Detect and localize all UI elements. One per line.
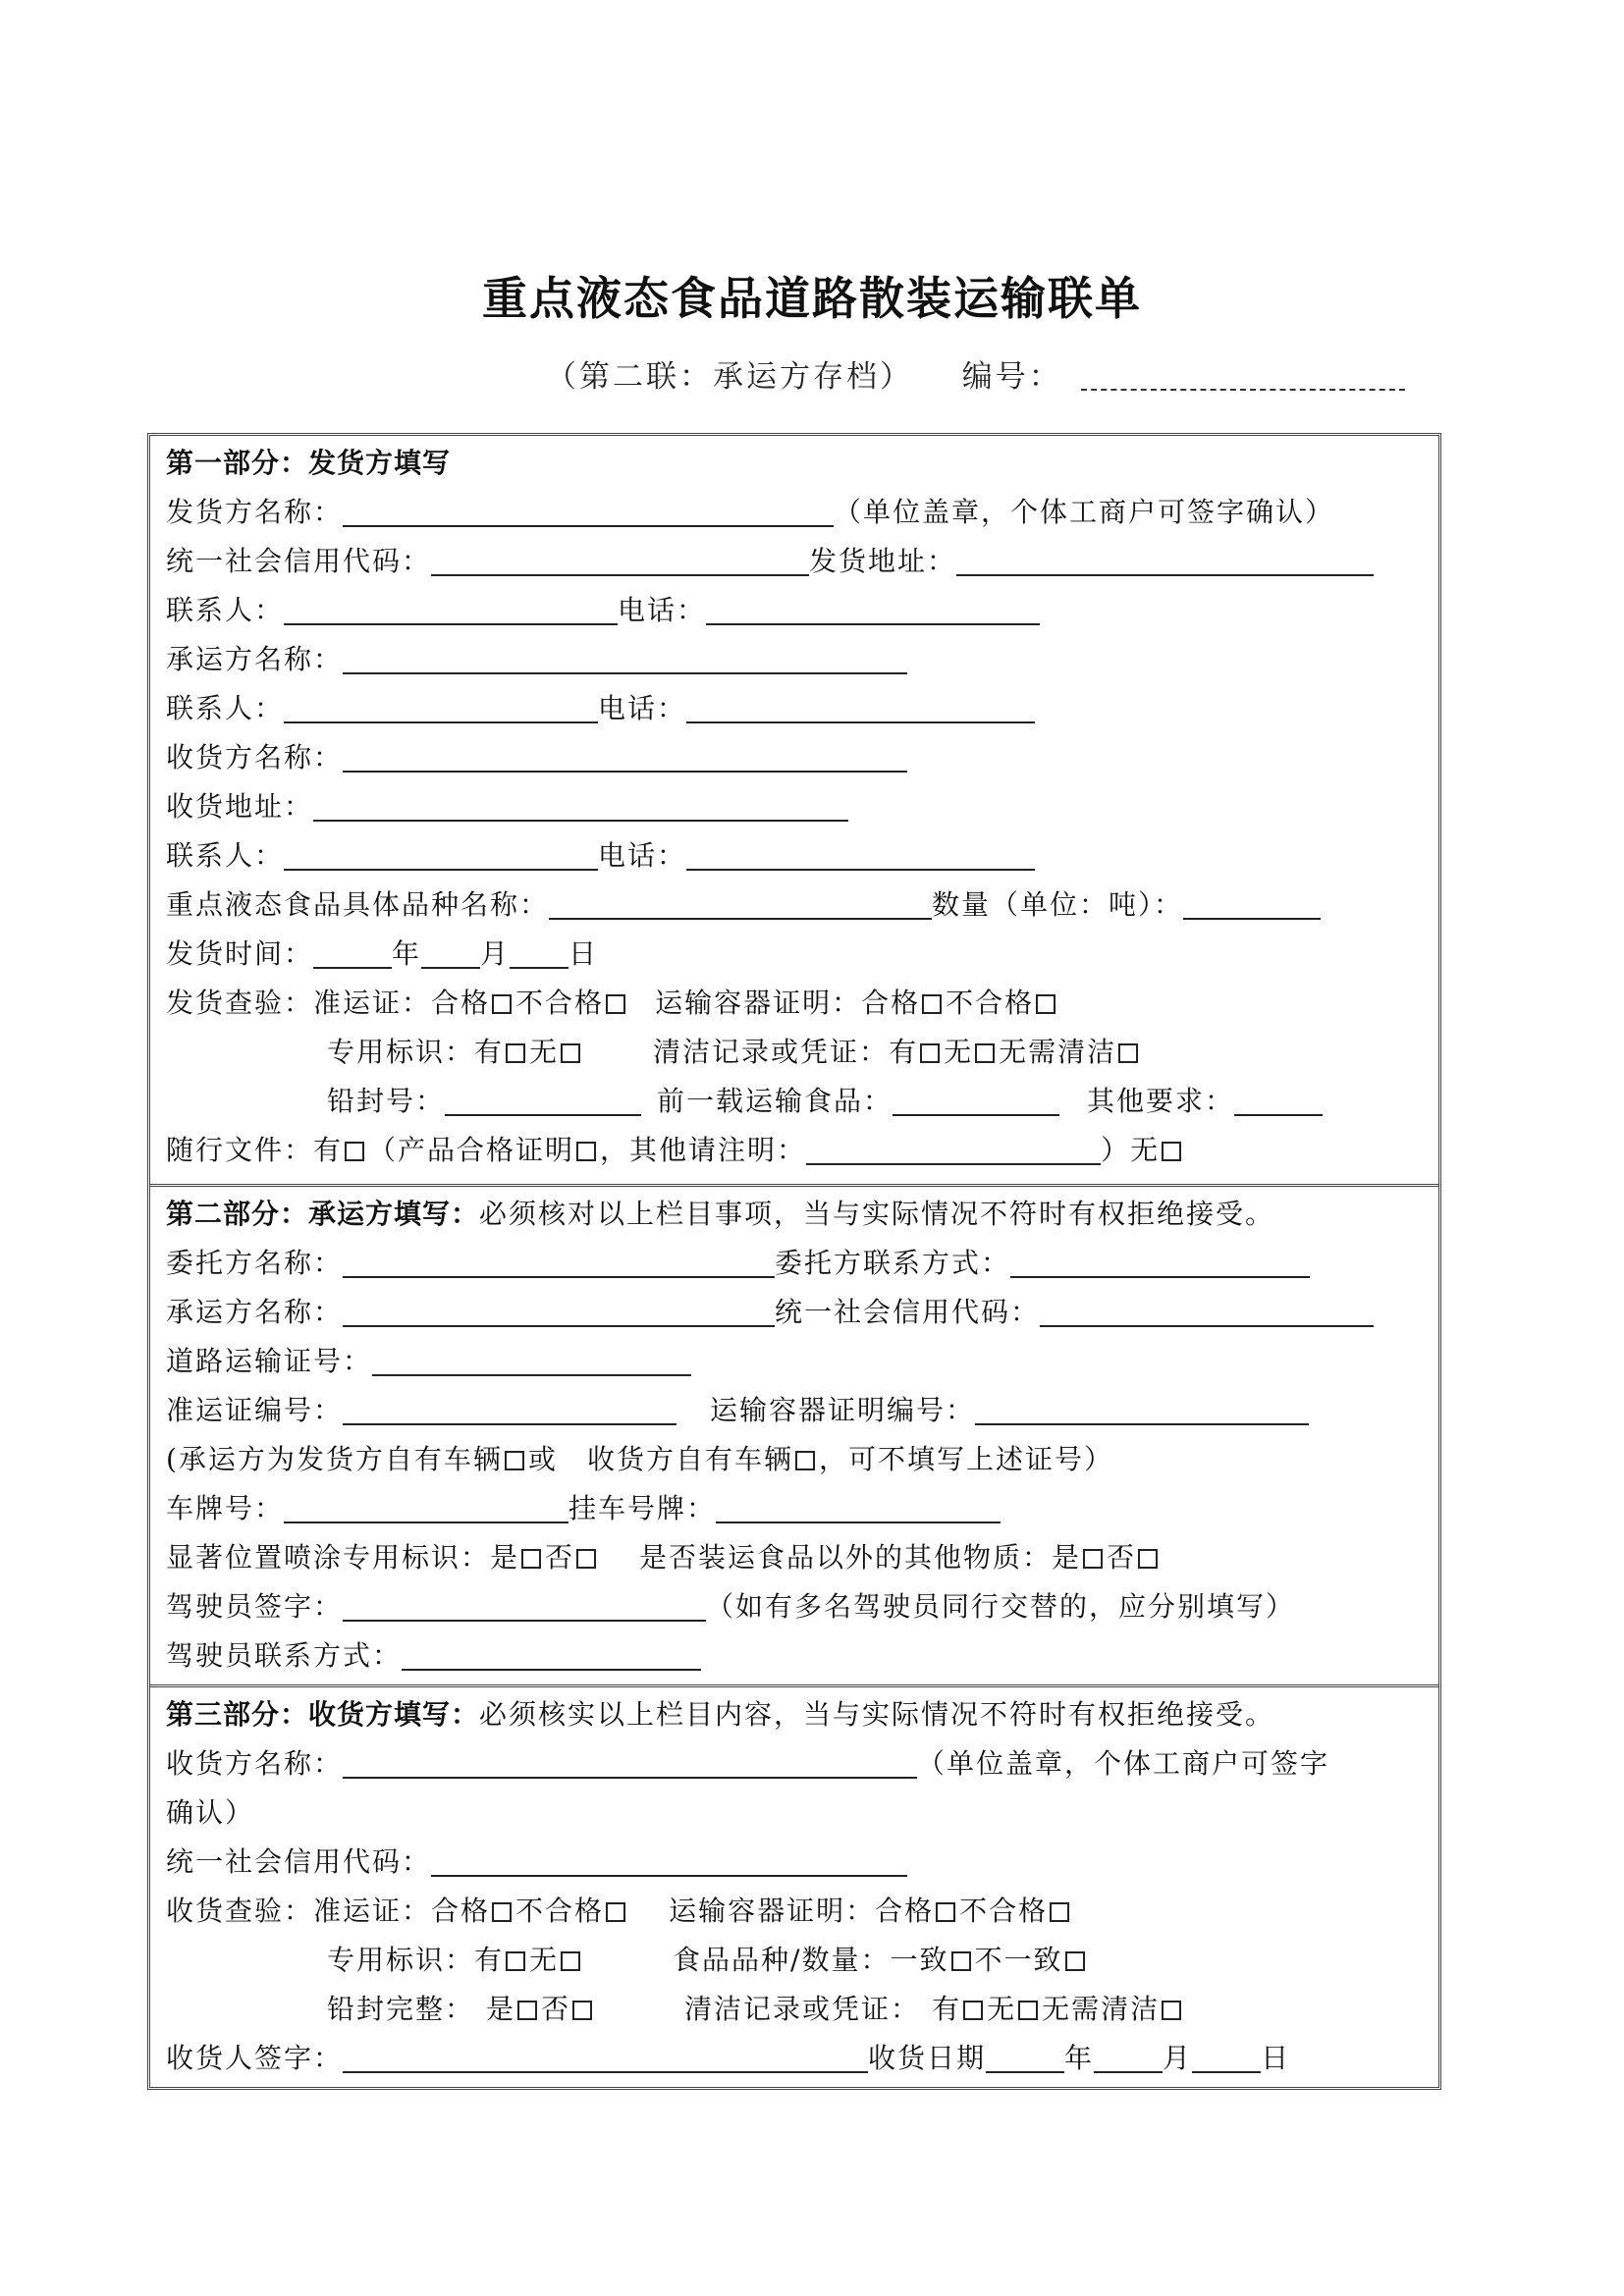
container-ok-checkbox[interactable] xyxy=(936,1902,955,1922)
label: 发货时间： xyxy=(166,937,314,970)
section-header xyxy=(166,1191,1429,1238)
permit-ok-checkbox[interactable] xyxy=(492,994,512,1014)
row-plate xyxy=(166,1485,1429,1532)
credit-code-field[interactable] xyxy=(431,541,809,576)
row-docs xyxy=(166,1127,1429,1174)
label: 驾驶员联系方式： xyxy=(166,1639,403,1672)
section-receiver xyxy=(150,1684,1438,2087)
shipping-form xyxy=(147,433,1441,2090)
form-title: 重点液态食品道路散装运输联单 xyxy=(482,272,1142,325)
label: 有 xyxy=(474,1944,505,1976)
row-shipper-name xyxy=(166,489,1429,536)
day-label: 日 xyxy=(568,937,599,970)
row-receiver-name xyxy=(166,1740,1429,1788)
seal-no-checkbox[interactable] xyxy=(572,2001,592,2020)
spray-no-checkbox[interactable] xyxy=(576,1549,596,1569)
label: 无 xyxy=(529,1036,560,1068)
label: 挂车号牌： xyxy=(568,1492,717,1524)
label: 承运方名称： xyxy=(166,643,344,675)
label: 无需清洁 xyxy=(999,1036,1117,1068)
label: 一致 xyxy=(890,1944,949,1976)
phone2-field[interactable] xyxy=(686,688,1035,723)
clean-no-checkbox[interactable] xyxy=(1018,2001,1038,2020)
receiver-sign-field[interactable] xyxy=(343,2038,868,2073)
header-note: 必须核实以上栏目内容，当与实际情况不符时有权拒绝接受。 xyxy=(479,1698,1275,1731)
road-permit-field[interactable] xyxy=(372,1341,691,1376)
row-seal xyxy=(327,1986,1429,2033)
docs-yes-checkbox[interactable] xyxy=(345,1142,364,1161)
container-ok-checkbox[interactable] xyxy=(922,994,942,1014)
label: 随行文件： xyxy=(166,1134,314,1166)
label: 不合格 xyxy=(959,1895,1049,1927)
row-seal xyxy=(327,1078,1429,1125)
label: 道路运输证号： xyxy=(166,1345,373,1377)
clean-yes-checkbox[interactable] xyxy=(920,1043,940,1063)
header-note: 必须核对以上栏目事项，当与实际情况不符时有权拒绝接受。 xyxy=(479,1198,1275,1230)
row-credit-code xyxy=(166,538,1429,585)
docs-cert-checkbox[interactable] xyxy=(576,1142,596,1161)
label: 驾驶员签字： xyxy=(166,1590,344,1623)
permit-notok-checkbox[interactable] xyxy=(606,1902,625,1922)
label: 运输容器证明： xyxy=(655,987,862,1019)
shipper-own-checkbox[interactable] xyxy=(505,1451,524,1470)
label: 收货方名称： xyxy=(166,1747,344,1780)
form-subtitle xyxy=(546,351,1405,396)
label: 否 xyxy=(545,1541,575,1574)
label: 联系人： xyxy=(166,692,285,724)
row-receiver-name xyxy=(166,734,1429,781)
seal-no-field[interactable] xyxy=(445,1081,641,1116)
year-field[interactable] xyxy=(313,934,392,969)
label: 其他要求： xyxy=(1087,1085,1235,1117)
header-label: 第二部分：承运方填写： xyxy=(166,1198,480,1230)
note: 确认） xyxy=(166,1796,255,1829)
prev-food-field[interactable] xyxy=(893,1081,1059,1116)
row-mark xyxy=(327,1937,1429,1984)
label: 无 xyxy=(529,1944,560,1976)
label: 收货方名称： xyxy=(166,741,344,774)
row-contact-3 xyxy=(166,832,1429,880)
quantity-field[interactable] xyxy=(1183,884,1321,920)
label: 统一社会信用代码： xyxy=(166,1845,432,1878)
row-carrier-name xyxy=(166,636,1429,683)
label: 合格 xyxy=(431,1895,491,1927)
label: 清洁记录或凭证： xyxy=(684,1993,921,2025)
label: 发货地址： xyxy=(809,545,957,577)
clean-noneed-checkbox[interactable] xyxy=(1162,2001,1181,2020)
label: 否 xyxy=(541,1993,571,2025)
label: 数量（单位：吨）： xyxy=(932,888,1184,921)
label: 准运证编号： xyxy=(166,1394,344,1426)
seal-yes-checkbox[interactable] xyxy=(517,2001,537,2020)
note: （如有多名驾驶员同行交替的，应分别填写） xyxy=(706,1590,1296,1623)
label: 联系人： xyxy=(166,594,285,626)
mark-yes-checkbox[interactable] xyxy=(506,1951,525,1971)
spray-yes-checkbox[interactable] xyxy=(521,1549,541,1569)
clean-yes-checkbox[interactable] xyxy=(963,2001,983,2020)
label: 统一社会信用代码： xyxy=(775,1296,1041,1328)
clean-no-checkbox[interactable] xyxy=(975,1043,995,1063)
label: (承运方为发货方自有车辆 xyxy=(166,1443,503,1475)
section-header: 第一部分：发货方填写 xyxy=(166,447,452,479)
label: 准运证： xyxy=(313,987,432,1019)
label: 发货查验： xyxy=(166,987,314,1019)
section-carrier xyxy=(150,1184,1438,1684)
label: 运输容器证明编号： xyxy=(710,1394,976,1426)
permit-no-field[interactable] xyxy=(343,1390,677,1425)
row-carrier xyxy=(166,1289,1429,1336)
label: 电话： xyxy=(618,594,707,626)
label: 有 xyxy=(313,1134,344,1166)
label: ，可不填写上述证号） xyxy=(818,1443,1113,1475)
label: 专用标识： xyxy=(327,1944,475,1976)
label: 有 xyxy=(932,1993,962,2025)
row-ship-time xyxy=(166,931,1429,978)
label: 委托方名称： xyxy=(166,1247,344,1279)
phone3-field[interactable] xyxy=(686,835,1035,871)
label: 收货日期 xyxy=(868,2042,987,2074)
label: 电话： xyxy=(598,839,687,872)
row-own-vehicle xyxy=(166,1436,1429,1483)
label: 发货方名称： xyxy=(166,496,344,528)
label: ） xyxy=(1101,1134,1131,1166)
label: 委托方联系方式： xyxy=(775,1247,1011,1279)
year-field[interactable] xyxy=(986,2038,1064,2073)
label: 合格 xyxy=(861,987,921,1019)
label: 不合格 xyxy=(515,1895,605,1927)
label: 重点液态食品具体品种名称： xyxy=(166,888,550,921)
row-receiver-note xyxy=(166,1789,1429,1837)
container-notok-checkbox[interactable] xyxy=(1036,994,1056,1014)
label: 有 xyxy=(889,1036,919,1068)
day-field[interactable] xyxy=(510,934,568,969)
label: （产品合格证明 xyxy=(368,1134,575,1166)
contact-field[interactable] xyxy=(284,590,618,625)
day-field[interactable] xyxy=(1192,2038,1261,2073)
row-food-name xyxy=(166,881,1429,929)
day-label: 日 xyxy=(1261,2042,1291,2074)
match-checkbox[interactable] xyxy=(951,1951,971,1971)
section-shipper xyxy=(150,436,1438,1184)
label: 无 xyxy=(987,1993,1017,2025)
permit-ok-checkbox[interactable] xyxy=(492,1902,512,1922)
label: 无需清洁 xyxy=(1042,1993,1161,2025)
label: 是 xyxy=(486,1993,516,2025)
label: 电话： xyxy=(598,692,687,724)
copy-label: （第二联：承运方存档） xyxy=(546,359,913,395)
receiver-own-checkbox[interactable] xyxy=(795,1451,815,1470)
year-label: 年 xyxy=(392,937,422,970)
label: 前一载运输食品： xyxy=(657,1085,893,1117)
header-label: 第三部分：收货方填写： xyxy=(166,1698,480,1731)
other-yes-checkbox[interactable] xyxy=(1083,1549,1103,1569)
label: 专用标识： xyxy=(327,1036,475,1068)
label: ，其他请注明： xyxy=(600,1134,807,1166)
mark-yes-checkbox[interactable] xyxy=(506,1043,525,1063)
ship-address-field[interactable] xyxy=(956,541,1374,576)
carrier-name-field[interactable] xyxy=(343,639,907,674)
label: 是否装运食品以外的其他物质：是 xyxy=(639,1541,1082,1574)
clean-noneed-checkbox[interactable] xyxy=(1118,1043,1138,1063)
receiver-name-field[interactable] xyxy=(343,737,907,773)
label: 显著位置喷涂专用标识：是 xyxy=(166,1541,520,1574)
row-inspect xyxy=(166,1888,1429,1935)
row-inspect xyxy=(166,980,1429,1027)
row-mark xyxy=(327,1029,1429,1076)
mismatch-checkbox[interactable] xyxy=(1065,1951,1085,1971)
carrier-credit-field[interactable] xyxy=(1040,1292,1374,1327)
note: （单位盖章，个体工商户可签字确认） xyxy=(834,496,1335,528)
label: 铅封完整： xyxy=(327,1993,475,2025)
label: 铅封号： xyxy=(327,1085,446,1117)
label: 合格 xyxy=(431,987,491,1019)
permit-notok-checkbox[interactable] xyxy=(606,994,625,1014)
year-label: 年 xyxy=(1064,2042,1095,2074)
shipper-name-field[interactable] xyxy=(343,492,834,527)
label: 联系人： xyxy=(166,839,285,872)
label: 否 xyxy=(1107,1541,1137,1574)
driver-contact-field[interactable] xyxy=(402,1635,701,1671)
receiver-address-field[interactable] xyxy=(313,786,848,822)
plate-field[interactable] xyxy=(284,1488,568,1523)
row-client xyxy=(166,1240,1429,1287)
mark-no-checkbox[interactable] xyxy=(561,1951,580,1971)
carrier-name-field[interactable] xyxy=(343,1292,775,1327)
number-label: 编号： xyxy=(961,359,1062,395)
other-no-checkbox[interactable] xyxy=(1138,1549,1158,1569)
label: 有 xyxy=(474,1036,505,1068)
row-driver-contact xyxy=(166,1632,1429,1680)
label: 承运方名称： xyxy=(166,1296,344,1328)
contact2-field[interactable] xyxy=(284,688,598,723)
label: 无 xyxy=(944,1036,974,1068)
label: 合格 xyxy=(875,1895,935,1927)
label: 食品品种/数量： xyxy=(673,1944,891,1976)
label: 清洁记录或凭证： xyxy=(653,1036,890,1068)
row-contact-2 xyxy=(166,685,1429,732)
note: （单位盖章，个体工商户可签字 xyxy=(917,1747,1330,1780)
label: 收货地址： xyxy=(166,790,314,823)
label: 无 xyxy=(1130,1134,1161,1166)
other-req-field[interactable] xyxy=(1234,1081,1323,1116)
number-field[interactable] xyxy=(1081,363,1405,391)
section-header xyxy=(166,1691,1429,1738)
docs-no-checkbox[interactable] xyxy=(1162,1142,1181,1161)
client-name-field[interactable] xyxy=(343,1243,775,1278)
receiver-name-field[interactable] xyxy=(343,1743,917,1779)
label: 收货查验： xyxy=(166,1895,314,1927)
mark-no-checkbox[interactable] xyxy=(561,1043,580,1063)
label: 运输容器证明： xyxy=(669,1895,876,1927)
docs-other-field[interactable] xyxy=(806,1130,1101,1165)
contact3-field[interactable] xyxy=(284,835,598,871)
label: 不合格 xyxy=(515,987,605,1019)
row-permit-no xyxy=(166,1387,1429,1434)
label: 统一社会信用代码： xyxy=(166,545,432,577)
month-label: 月 xyxy=(1163,2042,1193,2074)
driver-sign-field[interactable] xyxy=(343,1586,706,1622)
row-receiver-address xyxy=(166,783,1429,830)
row-road-permit xyxy=(166,1338,1429,1385)
trailer-plate-field[interactable] xyxy=(716,1488,1001,1523)
label: 不一致 xyxy=(974,1944,1063,1976)
label: 或 收货方自有车辆 xyxy=(527,1443,793,1475)
row-receiver-sign xyxy=(166,2035,1429,2082)
food-name-field[interactable] xyxy=(549,884,932,920)
phone-field[interactable] xyxy=(706,590,1040,625)
row-spray xyxy=(166,1534,1429,1581)
container-notok-checkbox[interactable] xyxy=(1050,1902,1069,1922)
label: 车牌号： xyxy=(166,1492,285,1524)
row-contact xyxy=(166,587,1429,634)
container-no-field[interactable] xyxy=(975,1390,1309,1425)
month-field[interactable] xyxy=(1094,2038,1163,2073)
label: 准运证： xyxy=(313,1895,432,1927)
label: 不合格 xyxy=(946,987,1035,1019)
month-label: 月 xyxy=(480,937,511,970)
label: 收货人签字： xyxy=(166,2042,344,2074)
client-contact-field[interactable] xyxy=(1010,1243,1310,1278)
row-credit-code xyxy=(166,1839,1429,1886)
row-driver-sign xyxy=(166,1583,1429,1630)
month-field[interactable] xyxy=(421,934,480,969)
credit-code-field[interactable] xyxy=(431,1842,907,1877)
